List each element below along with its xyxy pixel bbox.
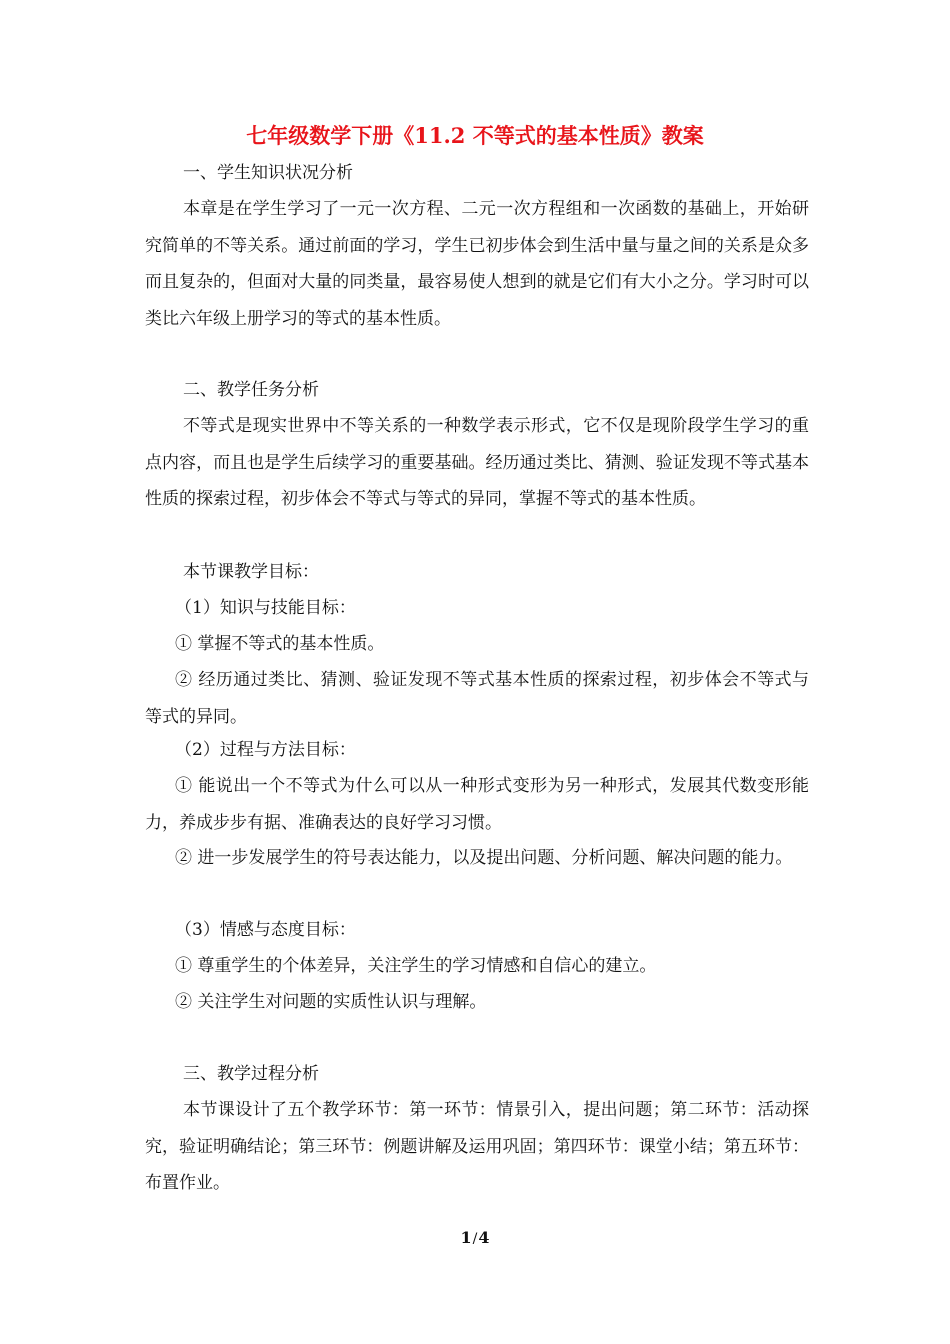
section-heading-1: 一、学生知识状况分析: [183, 163, 353, 183]
paragraph-task-analysis: 不等式是现实世界中不等关系的一种数学表示形式，它不仅是现阶段学生学习的重点内容，而且也是学生后续学习的重要基础。经历通过类比、猜测、验证发现不等式基本性质的探索过程，初步体会不等式与等式的异同，掌握不等式的基本性质。: [145, 416, 809, 509]
objective-process-item-2: ② 进一步发展学生的符号表达能力，以及提出问题、分析问题、解决问题的能力。: [175, 848, 793, 868]
objective-process-heading: （2）过程与方法目标：: [175, 740, 356, 760]
page-number: [0, 1226, 950, 1251]
paragraph-objectives-heading: 本节课教学目标：: [183, 562, 319, 582]
objective-emotion-heading: （3）情感与态度目标：: [175, 920, 356, 940]
objective-emotion-item-1: ① 尊重学生的个体差异，关注学生的学习情感和自信心的建立。: [175, 956, 657, 976]
current-page: 1: [460, 1228, 472, 1247]
section-heading-2: 二、教学任务分析: [183, 380, 319, 400]
paragraph-process-analysis: 本节课设计了五个教学环节：第一环节：情景引入，提出问题；第二环节：活动探究，验证明确结论；第三环节：例题讲解及运用巩固；第四环节：课堂小结；第五环节：布置作业。: [145, 1100, 809, 1193]
total-pages: 4: [478, 1228, 490, 1247]
objective-process-item-1: ① 能说出一个不等式为什么可以从一种形式变形为另一种形式，发展其代数变形能力，养成步步有据、准确表达的良好学习习惯。: [145, 776, 809, 833]
objective-knowledge-heading: （1）知识与技能目标：: [175, 598, 356, 618]
objective-knowledge-item-1: ① 掌握不等式的基本性质。: [175, 634, 385, 654]
paragraph-student-analysis: 本章是在学生学习了一元一次方程、二元一次方程组和一次函数的基础上，开始研究简单的不等关系。通过前面的学习，学生已初步体会到生活中量与量之间的关系是众多而且复杂的，但面对大量的同类量，最容易使人想到的就是它们有大小之分。学习时可以类比六年级上册学习的等式的基本性质。: [145, 199, 809, 329]
document-title: 七年级数学下册《11.2 不等式的基本性质》教案: [246, 123, 704, 148]
objective-knowledge-item-2: ② 经历通过类比、猜测、验证发现不等式基本性质的探索过程，初步体会不等式与等式的异同。: [145, 670, 809, 727]
section-heading-3: 三、教学过程分析: [183, 1064, 319, 1084]
objective-emotion-item-2: ② 关注学生对问题的实质性认识与理解。: [175, 992, 487, 1012]
page-separator: /: [472, 1231, 478, 1247]
